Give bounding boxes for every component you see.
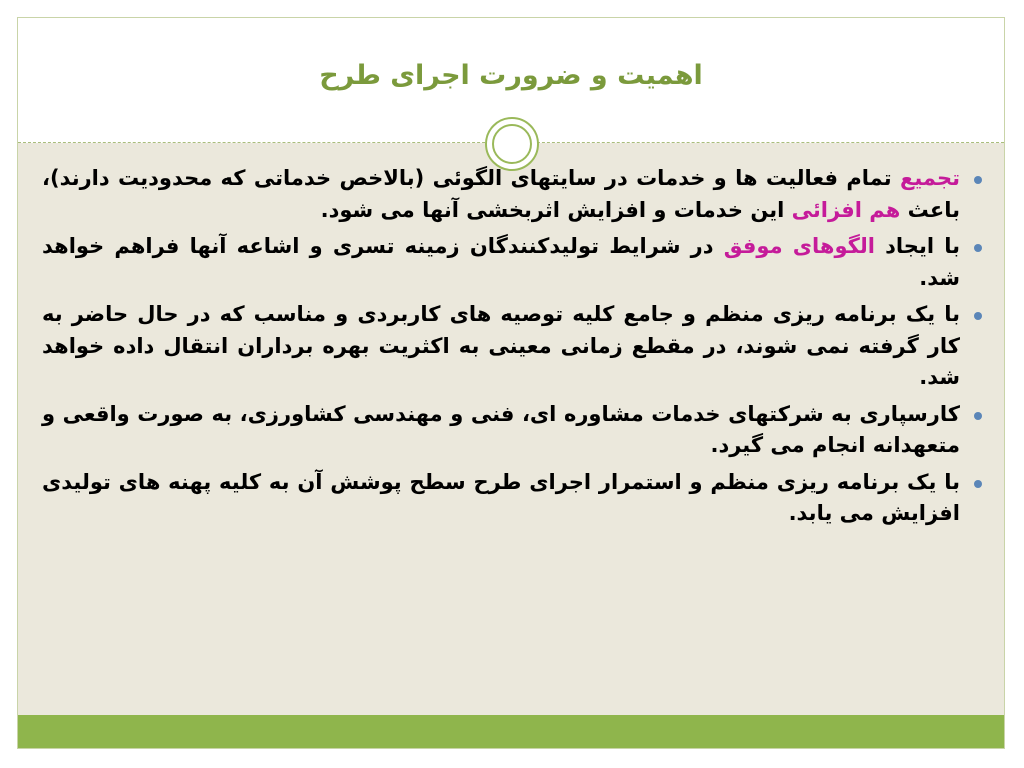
highlight-text: الگوهای موفق — [723, 234, 875, 258]
bullet-text: کارسپاری به شرکتهای خدمات مشاوره ای، فنی و مهندسی کشاورزی، به صورت واقعی و متعهدانه انجام می گیرد. — [42, 401, 960, 457]
bullet-text: با ایجاد — [874, 234, 960, 258]
highlight-text: تجمیع — [899, 166, 960, 190]
bullet-dot-icon — [974, 412, 982, 420]
bullet-dot-icon — [974, 312, 982, 320]
bullet-list — [42, 163, 982, 535]
bullet-text: با یک برنامه ریزی منظم و استمرار اجرای طرح سطح پوشش آن به کلیه پهنه های تولیدی افزایش می یابد. — [42, 469, 960, 525]
circle-ornament-inner — [492, 124, 532, 164]
bullet-dot-icon — [974, 176, 982, 184]
highlight-text: هم افزائی — [791, 197, 901, 222]
bullet-text: با یک برنامه ریزی منظم و جامع کلیه توصیه های کاربردی و مناسب که در حال حاضر به کار گرفته نمی شوند، در مقطع زمانی معینی به اکثریت بهره برداران انتقال داده خواهد شد. — [42, 302, 960, 389]
bullet-dot-icon — [974, 480, 982, 488]
bullet-dot-icon — [974, 244, 982, 252]
footer-bar — [18, 715, 1004, 748]
slide-title: اهمیت و ضرورت اجرای طرح — [319, 60, 703, 91]
bullet-text: در شرایط تولیدکنندگان زمینه تسری و اشاعه آنها فراهم خواهد شد. — [42, 234, 960, 290]
bullet-text: تمام فعالیت ها و خدمات در سایتهای الگوئی (بالاخص خدماتی که محدودیت دارند)، باعث — [42, 166, 960, 222]
bullet-item-5 — [42, 467, 982, 530]
bullet-item-1 — [42, 163, 982, 226]
bullet-item-4 — [42, 399, 982, 462]
bullet-item-3 — [42, 299, 982, 394]
bullet-text: این خدمات و افزایش اثربخشی آنها می شود. — [320, 197, 792, 222]
bullet-item-2 — [42, 231, 982, 294]
